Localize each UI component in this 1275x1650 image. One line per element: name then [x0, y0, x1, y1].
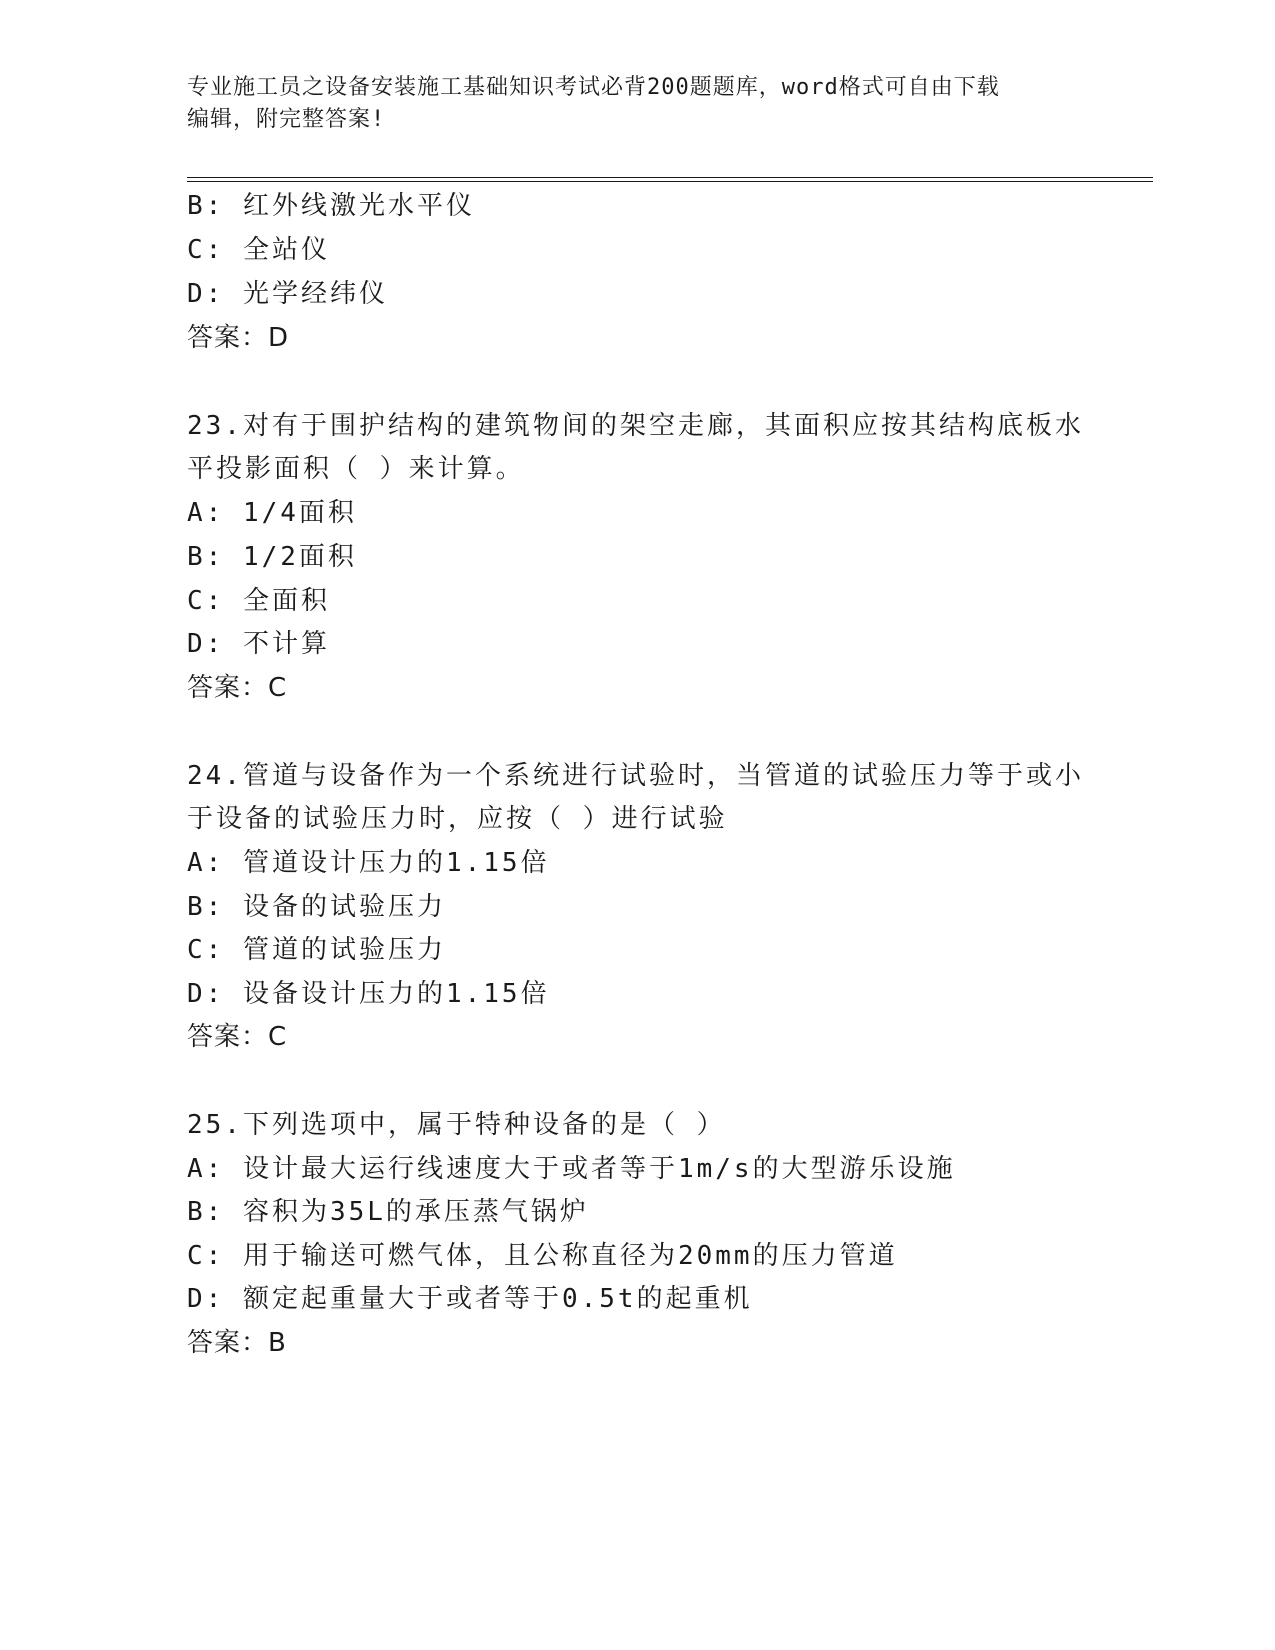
q23-option-b: B: 1/2面积 [187, 542, 357, 572]
q23-stem-line-1: 23.对有于围护结构的建筑物间的架空走廊，其面积应按其结构底板水 [187, 411, 1084, 441]
q23-answer: 答案：C [187, 673, 288, 703]
q24-answer: 答案：C [187, 1022, 288, 1052]
q23-option-c: C: 全面积 [187, 586, 330, 616]
q25-option-b: B: 容积为35L的承压蒸气锅炉 [187, 1197, 589, 1227]
header-title-line-1: 专业施工员之设备安装施工基础知识考试必背200题题库，word格式可自由下载 [187, 75, 1000, 100]
q25-option-c: C: 用于输送可燃气体，且公称直径为20mm的压力管道 [187, 1241, 898, 1271]
header-title-line-2: 编辑，附完整答案! [187, 107, 386, 132]
q23-option-d: D: 不计算 [187, 629, 330, 659]
q25-option-d: D: 额定起重量大于或者等于0.5t的起重机 [187, 1284, 753, 1314]
q24-stem-line-2: 于设备的试验压力时，应按（ ）进行试验 [187, 804, 728, 834]
q23-stem-line-2: 平投影面积（ ）来计算。 [187, 454, 525, 484]
q22-option-d: D: 光学经纬仪 [187, 279, 388, 309]
document-header [187, 72, 1087, 136]
q24-option-d: D: 设备设计压力的1.15倍 [187, 979, 550, 1009]
q24-option-b: B: 设备的试验压力 [187, 892, 446, 922]
q22-option-b: B: 红外线激光水平仪 [187, 191, 475, 221]
q25-answer: 答案：B [187, 1328, 287, 1358]
q22-option-c: C: 全站仪 [187, 235, 330, 265]
q25-stem: 25.下列选项中，属于特种设备的是（ ） [187, 1110, 726, 1140]
q24-option-c: C: 管道的试验压力 [187, 935, 446, 965]
q23-option-a: A: 1/4面积 [187, 498, 357, 528]
q24-option-a: A: 管道设计压力的1.15倍 [187, 848, 550, 878]
q24-stem-line-1: 24.管道与设备作为一个系统进行试验时，当管道的试验压力等于或小 [187, 761, 1084, 791]
q22-answer: 答案：D [187, 323, 290, 353]
header-divider [187, 177, 1153, 182]
q25-option-a: A: 设计最大运行线速度大于或者等于1m/s的大型游乐设施 [187, 1154, 956, 1184]
